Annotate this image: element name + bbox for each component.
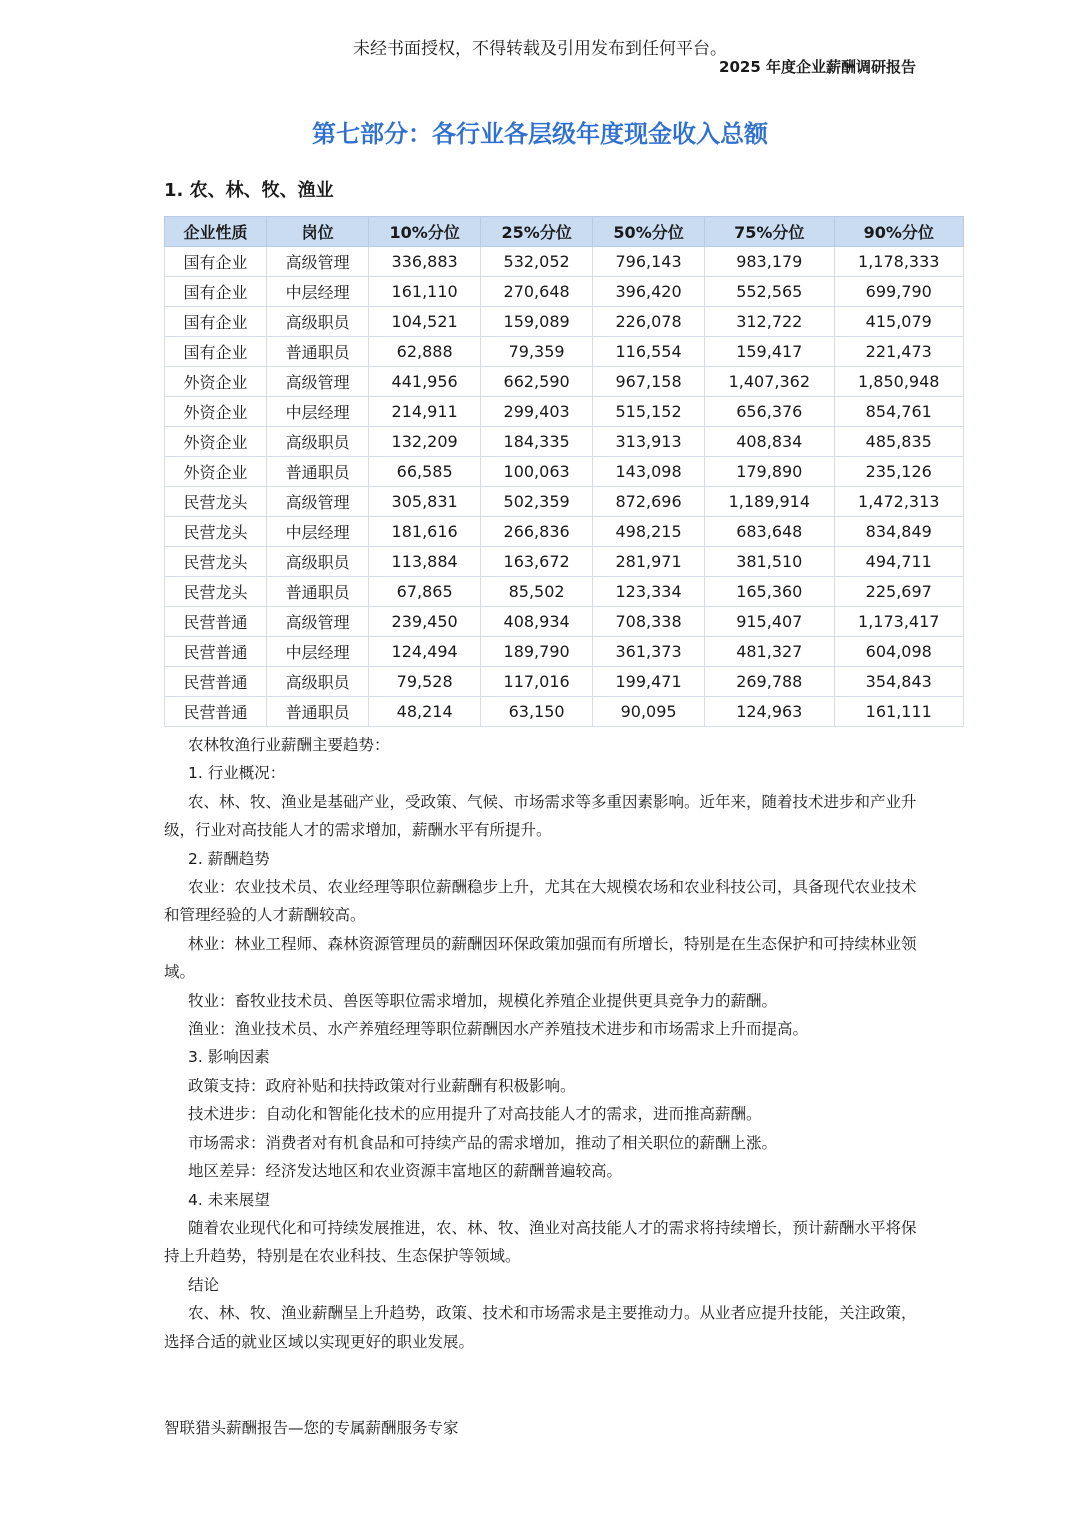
footer-text: 智联猎头薪酬报告—您的专属薪酬服务专家 [164, 1419, 459, 1437]
table-cell: 132,209 [369, 427, 481, 457]
table-cell: 124,494 [369, 637, 481, 667]
table-cell: 354,843 [834, 667, 964, 697]
table-cell: 民营普通 [165, 607, 267, 637]
table-cell: 90,095 [593, 697, 705, 727]
table-cell: 普通职员 [267, 577, 369, 607]
paragraph: 渔业：渔业技术员、水产养殖经理等职位薪酬因水产养殖技术进步和市场需求上升而提高。 [188, 1020, 809, 1039]
table-cell: 305,831 [369, 487, 481, 517]
table-cell: 161,110 [369, 277, 481, 307]
table-row [165, 427, 964, 457]
table-cell: 外资企业 [165, 367, 267, 397]
table-row [165, 367, 964, 397]
table-cell: 872,696 [593, 487, 705, 517]
table-cell: 415,079 [834, 307, 964, 337]
table-cell: 481,327 [705, 637, 834, 667]
table-cell: 312,722 [705, 307, 834, 337]
table-row [165, 487, 964, 517]
table-cell: 226,078 [593, 307, 705, 337]
paragraph: 随着农业现代化和可持续发展推进，农、林、牧、渔业对高技能人才的需求将持续增长，预计薪酬水平将保持上升趋势，特别是在农业科技、生态保护等领域。 [164, 1218, 917, 1266]
paragraph: 牧业：畜牧业技术员、兽医等职位需求增加，规模化养殖企业提供更具竞争力的薪酬。 [188, 991, 778, 1010]
table-cell: 532,052 [481, 247, 593, 277]
paragraph: 4. 未来展望 [188, 1190, 270, 1209]
table-cell: 79,528 [369, 667, 481, 697]
table-cell: 国有企业 [165, 337, 267, 367]
table-cell: 163,672 [481, 547, 593, 577]
table-cell: 708,338 [593, 607, 705, 637]
paragraph: 农、林、牧、渔业是基础产业，受政策、气候、市场需求等多重因素影响。近年来，随着技术进步和产业升级，行业对高技能人才的需求增加，薪酬水平有所提升。 [164, 792, 917, 840]
table-cell: 1,407,362 [705, 367, 834, 397]
table-cell: 中层经理 [267, 637, 369, 667]
table-body [165, 247, 964, 727]
table-row [165, 337, 964, 367]
table-cell: 214,911 [369, 397, 481, 427]
table-row [165, 277, 964, 307]
table-cell: 221,473 [834, 337, 964, 367]
table-cell: 281,971 [593, 547, 705, 577]
table-cell: 159,089 [481, 307, 593, 337]
table-cell: 外资企业 [165, 427, 267, 457]
paragraph: 技术进步：自动化和智能化技术的应用提升了对高技能人才的需求，进而推高薪酬。 [188, 1105, 762, 1124]
table-cell: 235,126 [834, 457, 964, 487]
table-cell: 高级管理 [267, 487, 369, 517]
table-cell: 656,376 [705, 397, 834, 427]
table-cell: 834,849 [834, 517, 964, 547]
table-cell: 113,884 [369, 547, 481, 577]
paragraph: 结论 [188, 1275, 220, 1294]
paragraph: 3. 影响因素 [188, 1048, 270, 1067]
paragraph: 市场需求：消费者对有机食品和可持续产品的需求增加，推动了相关职位的薪酬上涨。 [188, 1133, 778, 1152]
table-cell: 515,152 [593, 397, 705, 427]
table-cell: 361,373 [593, 637, 705, 667]
table-cell: 高级职员 [267, 667, 369, 697]
table-cell: 796,143 [593, 247, 705, 277]
table-cell: 117,016 [481, 667, 593, 697]
table-row [165, 637, 964, 667]
paragraph: 1. 行业概况： [188, 764, 286, 783]
table-cell: 983,179 [705, 247, 834, 277]
table-cell: 普通职员 [267, 457, 369, 487]
table-cell: 502,359 [481, 487, 593, 517]
table-header-row [165, 217, 964, 247]
table-cell: 181,616 [369, 517, 481, 547]
section-title: 第七部分：各行业各层级年度现金收入总额 [312, 120, 768, 148]
column-header: 岗位 [267, 217, 369, 247]
table-cell: 494,711 [834, 547, 964, 577]
table-cell: 269,788 [705, 667, 834, 697]
table-cell: 民营龙头 [165, 487, 267, 517]
table-cell: 民营龙头 [165, 577, 267, 607]
table-cell: 1,189,914 [705, 487, 834, 517]
table-cell: 中层经理 [267, 517, 369, 547]
table-cell: 116,554 [593, 337, 705, 367]
table-cell: 915,407 [705, 607, 834, 637]
table-cell: 普通职员 [267, 697, 369, 727]
column-header: 50%分位 [593, 217, 705, 247]
table-cell: 民营普通 [165, 667, 267, 697]
paragraph: 地区差异：经济发达地区和农业资源丰富地区的薪酬普遍较高。 [188, 1162, 623, 1181]
column-header: 90%分位 [834, 217, 964, 247]
table-cell: 1,173,417 [834, 607, 964, 637]
column-header: 75%分位 [705, 217, 834, 247]
table-row [165, 457, 964, 487]
table-row [165, 697, 964, 727]
table-cell: 123,334 [593, 577, 705, 607]
table-cell: 高级职员 [267, 547, 369, 577]
table-cell: 国有企业 [165, 307, 267, 337]
table-cell: 79,359 [481, 337, 593, 367]
table-cell: 外资企业 [165, 457, 267, 487]
table-cell: 662,590 [481, 367, 593, 397]
table-cell: 1,178,333 [834, 247, 964, 277]
table-cell: 中层经理 [267, 277, 369, 307]
table-cell: 国有企业 [165, 247, 267, 277]
table-cell: 225,697 [834, 577, 964, 607]
subsection-title: 1. 农、林、牧、渔业 [164, 180, 334, 201]
table-cell: 552,565 [705, 277, 834, 307]
table-cell: 408,934 [481, 607, 593, 637]
table-cell: 高级管理 [267, 247, 369, 277]
table-cell: 143,098 [593, 457, 705, 487]
table-cell: 184,335 [481, 427, 593, 457]
table-cell: 683,648 [705, 517, 834, 547]
report-title: 2025 年度企业薪酬调研报告 [719, 58, 916, 76]
table-cell: 85,502 [481, 577, 593, 607]
table-cell: 441,956 [369, 367, 481, 397]
table-cell: 高级管理 [267, 607, 369, 637]
column-header: 企业性质 [165, 217, 267, 247]
table-cell: 1,472,313 [834, 487, 964, 517]
table-row [165, 577, 964, 607]
table-cell: 中层经理 [267, 397, 369, 427]
copyright-notice: 未经书面授权，不得转载及引用发布到任何平台。 [353, 39, 727, 59]
table-row [165, 667, 964, 697]
table-cell: 699,790 [834, 277, 964, 307]
table-cell: 124,963 [705, 697, 834, 727]
table-cell: 民营普通 [165, 637, 267, 667]
table-cell: 62,888 [369, 337, 481, 367]
table-cell: 179,890 [705, 457, 834, 487]
table-cell: 604,098 [834, 637, 964, 667]
paragraph: 2. 薪酬趋势 [188, 849, 270, 868]
table-row [165, 397, 964, 427]
table-cell: 民营普通 [165, 697, 267, 727]
table-cell: 48,214 [369, 697, 481, 727]
paragraph: 农、林、牧、渔业薪酬呈上升趋势，政策、技术和市场需求是主要推动力。从业者应提升技能，关注政策，选择合适的就业区域以实现更好的职业发展。 [164, 1304, 917, 1351]
table-cell: 普通职员 [267, 337, 369, 367]
table-cell: 100,063 [481, 457, 593, 487]
table-cell: 239,450 [369, 607, 481, 637]
table-cell: 104,521 [369, 307, 481, 337]
table-cell: 1,850,948 [834, 367, 964, 397]
table-cell: 408,834 [705, 427, 834, 457]
salary-table [164, 216, 964, 727]
table-cell: 外资企业 [165, 397, 267, 427]
table-row [165, 247, 964, 277]
table-cell: 高级管理 [267, 367, 369, 397]
paragraph: 政策支持：政府补贴和扶持政策对行业薪酬有积极影响。 [188, 1076, 576, 1095]
table-cell: 336,883 [369, 247, 481, 277]
table-cell: 63,150 [481, 697, 593, 727]
table-cell: 498,215 [593, 517, 705, 547]
table-cell: 381,510 [705, 547, 834, 577]
table-cell: 161,111 [834, 697, 964, 727]
paragraph: 林业：林业工程师、森林资源管理员的薪酬因环保政策加强而有所增长，特别是在生态保护和可持续林业领域。 [164, 934, 917, 982]
table-cell: 266,836 [481, 517, 593, 547]
table-cell: 396,420 [593, 277, 705, 307]
column-header: 25%分位 [481, 217, 593, 247]
table-row [165, 307, 964, 337]
table-cell: 270,648 [481, 277, 593, 307]
table-cell: 199,471 [593, 667, 705, 697]
table-cell: 165,360 [705, 577, 834, 607]
table-cell: 67,865 [369, 577, 481, 607]
table-cell: 485,835 [834, 427, 964, 457]
column-header: 10%分位 [369, 217, 481, 247]
table-cell: 313,913 [593, 427, 705, 457]
table-row [165, 547, 964, 577]
table-cell: 66,585 [369, 457, 481, 487]
table-cell: 民营龙头 [165, 517, 267, 547]
paragraph: 农林牧渔行业薪酬主要趋势： [188, 736, 390, 754]
paragraph: 农业：农业技术员、农业经理等职位薪酬稳步上升，尤其在大规模农场和农业科技公司，具备现代农业技术和管理经验的人才薪酬较高。 [164, 878, 917, 925]
table-cell: 159,417 [705, 337, 834, 367]
table-cell: 民营龙头 [165, 547, 267, 577]
table-cell: 189,790 [481, 637, 593, 667]
table-row [165, 517, 964, 547]
table-cell: 高级职员 [267, 307, 369, 337]
table-cell: 967,158 [593, 367, 705, 397]
table-cell: 854,761 [834, 397, 964, 427]
trend-analysis [164, 731, 920, 1356]
table-row [165, 607, 964, 637]
table-cell: 高级职员 [267, 427, 369, 457]
table-cell: 299,403 [481, 397, 593, 427]
table-cell: 国有企业 [165, 277, 267, 307]
